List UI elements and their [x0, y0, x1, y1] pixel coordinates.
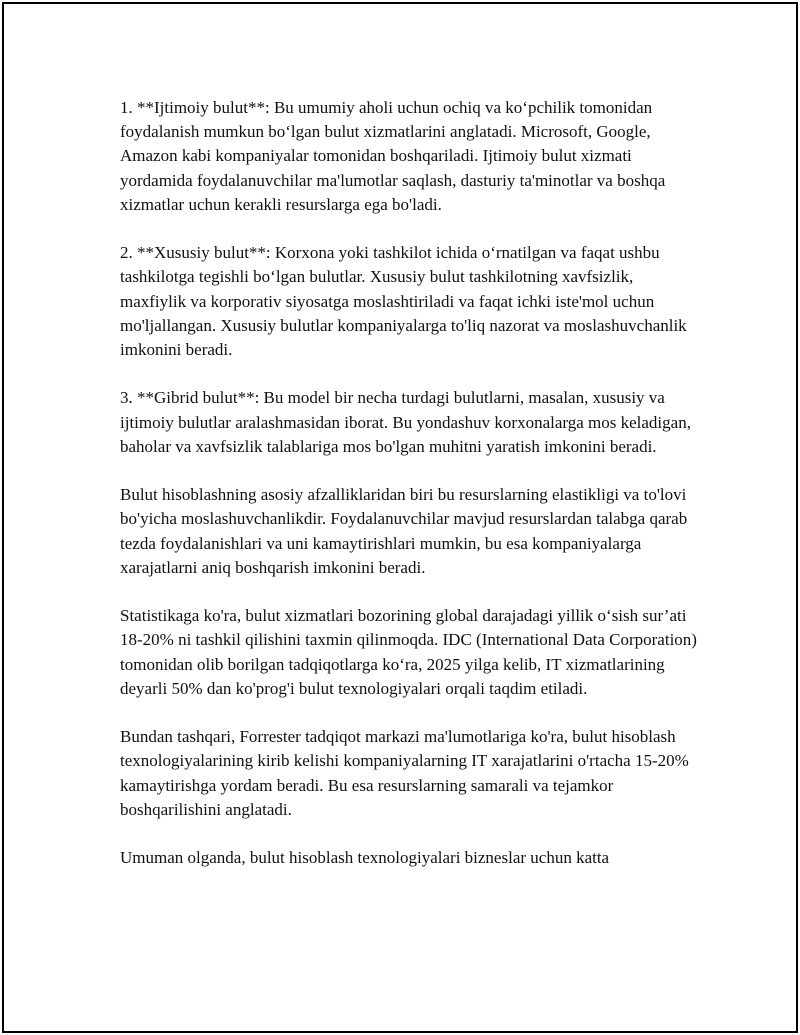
paragraph-forrester: Bundan tashqari, Forrester tadqiqot markazi ma'lumotlariga ko'ra, bulut hisoblash texnologiyalarining kirib kelishi kompaniyalarning IT xarajatlarini o'rtacha 15-20% kamaytirishga yordam beradi. Bu esa resurslarning samarali va tejamkor boshqarilishini anglatadi.	[120, 727, 689, 819]
paragraph-statistics: Statistikaga ko'ra, bulut xizmatlari bozorining global darajadagi yillik oʻsish sur’ati 18-20% ni tashkil qilishini taxmin qilinmoqda. IDC (International Data Corporation) tomonidan olib borilgan tadqiqotlarga koʻra, 2025 yilga kelib, IT xizmatlarining deyarli 50% dan ko'prog'i bulut texnologiyalari orqali taqdim etiladi.	[120, 606, 697, 698]
paragraph-hybrid-cloud: 3. **Gibrid bulut**: Bu model bir necha turdagi bulutlarni, masalan, xususiy va ijtimoiy bulutlar aralashmasidan iborat. Bu yondashuv korxonalarga mos keladigan, baholar va xavfsizlik talablariga mos bo'lgan muhitni yaratish imkonini beradi.	[120, 388, 691, 456]
document-page	[2, 2, 798, 1033]
paragraph-elasticity: Bulut hisoblashning asosiy afzalliklaridan biri bu resurslarning elastikligi va to'lovi bo'yicha moslashuvchanlikdir. Foydalanuvchilar mavjud resurslardan talabga qarab tezda foydalanishlari va uni kamaytirishlari mumkin, bu esa kompaniyalarga xarajatlarni aniq boshqarish imkonini beradi.	[120, 485, 688, 577]
paragraph-private-cloud: 2. **Xususiy bulut**: Korxona yoki tashkilot ichida oʻrnatilgan va faqat ushbu tashkilotga tegishli boʻlgan bulutlar. Xususiy bulut tashkilotning xavfsizlik, maxfiylik va korporativ siyosatga moslashtiriladi va faqat ichki iste'mol uchun mo'ljallangan. Xususiy bulutlar kompaniyalarga to'liq nazorat va moslashuvchanlik imkonini beradi.	[120, 243, 687, 360]
document-body	[120, 96, 700, 870]
paragraph-public-cloud: 1. **Ijtimoiy bulut**: Bu umumiy aholi uchun ochiq va koʻpchilik tomonidan foydalanish mumkun boʻlgan bulut xizmatlarini anglatadi. Microsoft, Google, Amazon kabi kompaniyalar tomonidan boshqariladi. Ijtimoiy bulut xizmati yordamida foydalanuvchilar ma'lumotlar saqlash, dasturiy ta'minotlar va boshqa xizmatlar uchun kerakli resurslarga ega bo'ladi.	[120, 98, 666, 214]
paragraph-conclusion: Umuman olganda, bulut hisoblash texnologiyalari bizneslar uchun katta	[120, 848, 610, 868]
